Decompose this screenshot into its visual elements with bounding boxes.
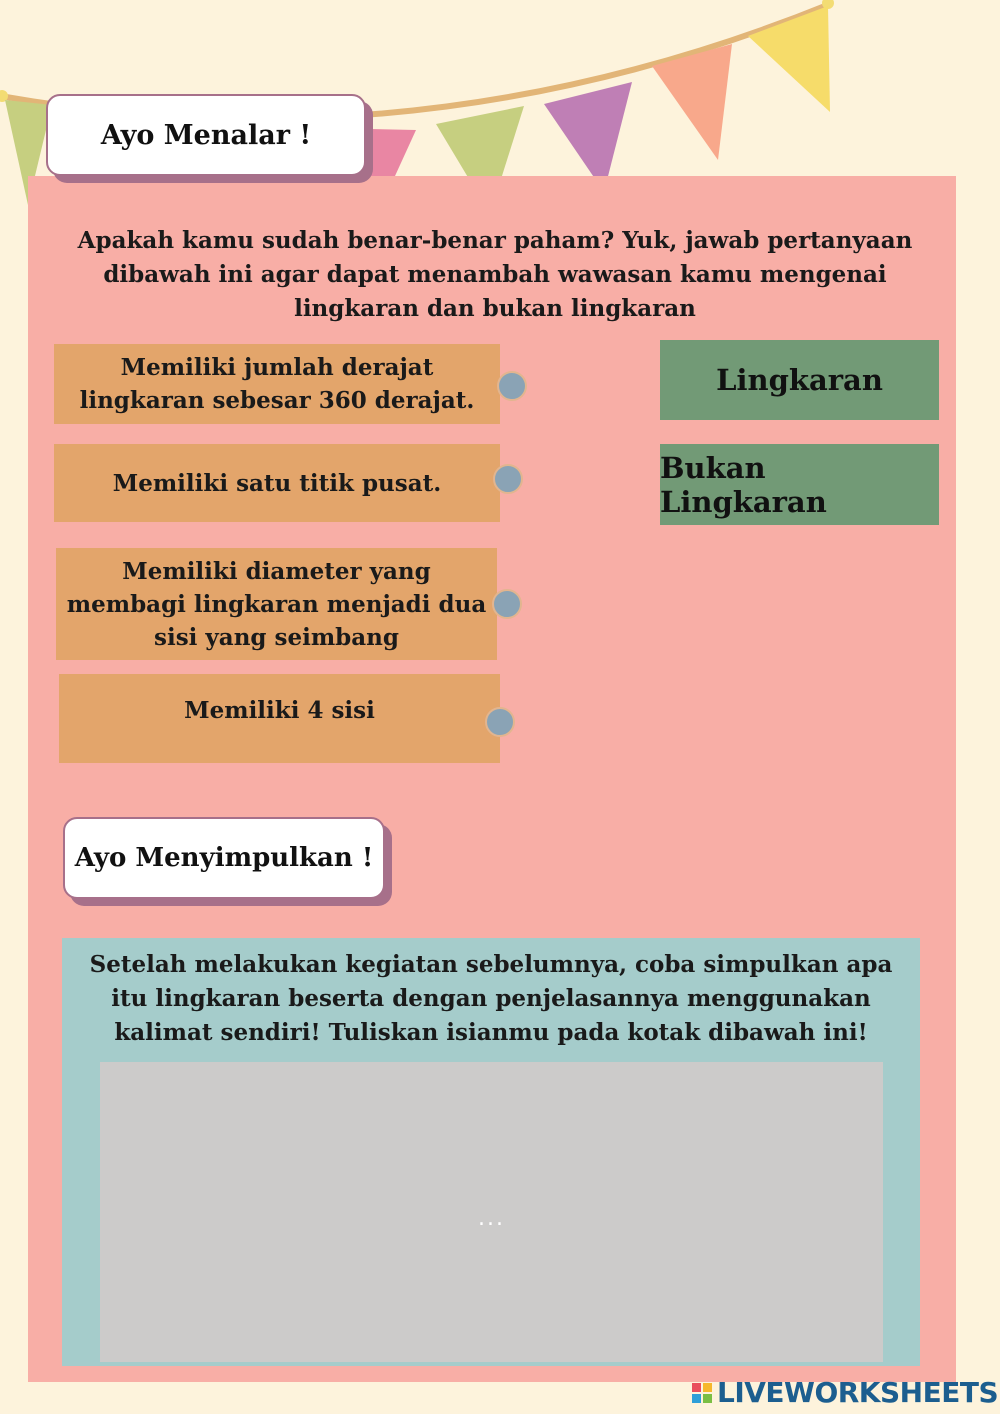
connector-dot[interactable] <box>493 464 523 494</box>
statement-text: Memiliki satu titik pusat. <box>112 469 442 497</box>
connector-dot[interactable] <box>492 589 522 619</box>
statement-text: Memiliki jumlah derajat lingkaran sebesar 360 derajat. <box>79 354 475 414</box>
statement-text: Memiliki 4 sisi <box>184 697 375 724</box>
section-title-ayo-menalar <box>46 94 366 176</box>
category-label: Lingkaran <box>716 363 883 397</box>
connector-dot[interactable] <box>497 371 527 401</box>
statement-card[interactable] <box>59 674 500 763</box>
section-title-text: Ayo Menalar ! <box>100 119 312 151</box>
category-bukan-lingkaran[interactable] <box>660 444 939 525</box>
logo-grid-icon <box>692 1383 712 1403</box>
statement-card[interactable] <box>56 548 497 660</box>
conclusion-instruction: Setelah melakukan kegiatan sebelumnya, coba simpulkan apa itu lingkaran beserta dengan penjelasannya menggunakan kalimat sendiri! Tuliskan isianmu pada kotak dibawah ini! <box>89 951 893 1046</box>
section-title-ayo-menyimpulkan <box>63 817 385 899</box>
liveworksheets-logo <box>692 1376 998 1409</box>
section-title-text: Ayo Menyimpulkan ! <box>74 843 374 873</box>
category-lingkaran[interactable] <box>660 340 939 420</box>
answer-textarea[interactable] <box>100 1062 883 1362</box>
statement-card[interactable] <box>54 344 500 424</box>
intro-text: Apakah kamu sudah benar-benar paham? Yuk, jawab pertanyaan dibawah ini agar dapat menambah wawasan kamu mengenai lingkaran dan bukan lingkaran <box>77 227 913 322</box>
logo-text: LIVEWORKSHEETS <box>717 1376 999 1409</box>
statement-text: Memiliki diameter yang membagi lingkaran menjadi dua sisi yang seimbang <box>66 557 487 651</box>
statement-card[interactable] <box>54 444 500 522</box>
category-label: Bukan Lingkaran <box>660 450 827 519</box>
connector-dot[interactable] <box>485 707 515 737</box>
